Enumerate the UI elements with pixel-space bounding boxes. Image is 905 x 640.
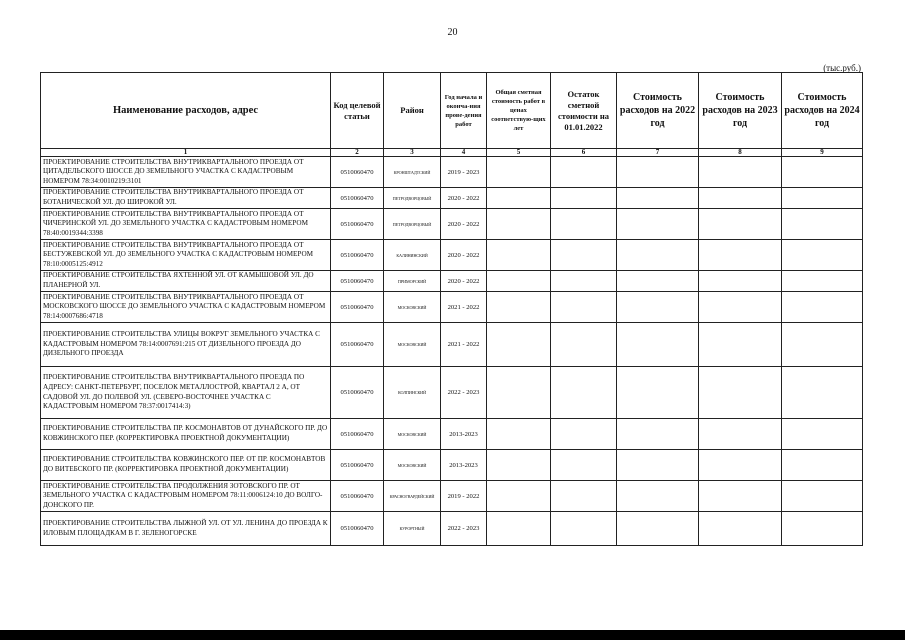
row-years: 2013-2023 (441, 419, 487, 450)
row-name: ПРОЕКТИРОВАНИЕ СТРОИТЕЛЬСТВА ПРОДОЛЖЕНИЯ ЗОТОВСКОГО ПР. ОТ ЗЕМЕЛЬНОГО УЧАСТКА С КАДАСТРОВЫМ НОМЕРОМ 78:11:0006124:10 ДО ВОЛГО-ДОНСКОГО ПР. (41, 481, 331, 512)
row-cost-2023 (699, 323, 782, 367)
row-years: 2021 - 2022 (441, 323, 487, 367)
column-number: 1 (41, 149, 331, 157)
row-cost-2024 (782, 271, 863, 292)
row-code: 0510060470 (331, 157, 384, 188)
row-cost-2024 (782, 367, 863, 419)
column-number: 6 (551, 149, 617, 157)
row-cost-2022 (617, 419, 699, 450)
column-number: 5 (487, 149, 551, 157)
row-name: ПРОЕКТИРОВАНИЕ СТРОИТЕЛЬСТВА КОВЖИНСКОГО ПЕР. ОТ ПР. КОСМОНАВТОВ ДО ВИТЕБСКОГО ПР. (КОРРЕКТИРОВКА ПРОЕКТНОЙ ДОКУМЕНТАЦИИ) (41, 450, 331, 481)
row-code: 0510060470 (331, 419, 384, 450)
row-total-cost (487, 367, 551, 419)
row-name: ПРОЕКТИРОВАНИЕ СТРОИТЕЛЬСТВА ВНУТРИКВАРТАЛЬНОГО ПРОЕЗДА ОТ МОСКОВСКОГО ШОССЕ ДО ЗЕМЕЛЬНОГО УЧАСТКА С КАДАСТРОВЫМ НОМЕРОМ 78:14:0007686:4718 (41, 292, 331, 323)
row-cost-2022 (617, 512, 699, 546)
row-remaining (551, 512, 617, 546)
row-total-cost (487, 157, 551, 188)
row-cost-2022 (617, 481, 699, 512)
column-number: 8 (699, 149, 782, 157)
table-row (41, 157, 863, 188)
row-name: ПРОЕКТИРОВАНИЕ СТРОИТЕЛЬСТВА ПР. КОСМОНАВТОВ ОТ ДУНАЙСКОГО ПР. ДО КОВЖИНСКОГО ПЕР. (КОРРЕКТИРОВКА ПРОЕКТНОЙ ДОКУМЕНТАЦИИ) (41, 419, 331, 450)
table-row (41, 419, 863, 450)
row-years: 2019 - 2022 (441, 481, 487, 512)
row-years: 2021 - 2022 (441, 292, 487, 323)
row-cost-2022 (617, 209, 699, 240)
row-code: 0510060470 (331, 292, 384, 323)
row-code: 0510060470 (331, 209, 384, 240)
row-name: ПРОЕКТИРОВАНИЕ СТРОИТЕЛЬСТВА ЯХТЕННОЙ УЛ. ОТ КАМЫШОВОЙ УЛ. ДО ПЛАНЕРНОЙ УЛ. (41, 271, 331, 292)
row-cost-2023 (699, 367, 782, 419)
scan-edge (0, 630, 905, 640)
row-total-cost (487, 481, 551, 512)
row-district: МОСКОВСКИЙ (384, 323, 441, 367)
row-name: ПРОЕКТИРОВАНИЕ СТРОИТЕЛЬСТВА УЛИЦЫ ВОКРУГ ЗЕМЕЛЬНОГО УЧАСТКА С КАДАСТРОВЫМ НОМЕРОМ 78:14:0007691:215 ОТ ДИЗЕЛЬНОГО ПРОЕЗДА ДО ДИЗЕЛЬНОГО ПРОЕЗДА (41, 323, 331, 367)
row-cost-2023 (699, 157, 782, 188)
row-district: МОСКОВСКИЙ (384, 450, 441, 481)
row-total-cost (487, 188, 551, 209)
row-remaining (551, 240, 617, 271)
row-cost-2024 (782, 450, 863, 481)
row-years: 2020 - 2022 (441, 209, 487, 240)
row-years: 2022 - 2023 (441, 512, 487, 546)
row-cost-2023 (699, 512, 782, 546)
row-code: 0510060470 (331, 512, 384, 546)
table-row (41, 481, 863, 512)
row-cost-2024 (782, 209, 863, 240)
row-total-cost (487, 419, 551, 450)
row-cost-2023 (699, 271, 782, 292)
row-total-cost (487, 209, 551, 240)
table-row (41, 209, 863, 240)
row-cost-2022 (617, 367, 699, 419)
table-row (41, 512, 863, 546)
row-code: 0510060470 (331, 188, 384, 209)
row-cost-2024 (782, 481, 863, 512)
header-row (41, 73, 863, 149)
table-row (41, 450, 863, 481)
row-cost-2023 (699, 481, 782, 512)
column-number: 7 (617, 149, 699, 157)
row-district: ПРИМОРСКИЙ (384, 271, 441, 292)
expenses-table (40, 72, 863, 546)
header-code: Код целевой статьи (331, 73, 384, 149)
row-district: КУРОРТНЫЙ (384, 512, 441, 546)
row-cost-2023 (699, 292, 782, 323)
row-years: 2020 - 2022 (441, 240, 487, 271)
row-cost-2024 (782, 323, 863, 367)
row-cost-2024 (782, 240, 863, 271)
column-number: 2 (331, 149, 384, 157)
row-name: ПРОЕКТИРОВАНИЕ СТРОИТЕЛЬСТВА ВНУТРИКВАРТАЛЬНОГО ПРОЕЗДА ОТ БОТАНИЧЕСКОЙ УЛ. ДО ШИРОКОЙ УЛ. (41, 188, 331, 209)
row-remaining (551, 323, 617, 367)
row-name: ПРОЕКТИРОВАНИЕ СТРОИТЕЛЬСТВА ВНУТРИКВАРТАЛЬНОГО ПРОЕЗДА ОТ ЦИТАДЕЛЬСКОГО ШОССЕ ДО ЗЕМЕЛЬНОГО УЧАСТКА С КАДАСТРОВЫМ НОМЕРОМ 78:34:0010219:3101 (41, 157, 331, 188)
row-cost-2023 (699, 209, 782, 240)
table-row (41, 292, 863, 323)
row-cost-2022 (617, 450, 699, 481)
row-district: МОСКОВСКИЙ (384, 292, 441, 323)
table-body (41, 157, 863, 546)
row-total-cost (487, 240, 551, 271)
row-cost-2022 (617, 157, 699, 188)
row-district: КАЛИНИНСКИЙ (384, 240, 441, 271)
row-name: ПРОЕКТИРОВАНИЕ СТРОИТЕЛЬСТВА ВНУТРИКВАРТАЛЬНОГО ПРОЕЗДА ПО АДРЕСУ: САНКТ-ПЕТЕРБУРГ, ПОСЕЛОК МЕТАЛЛОСТРОЙ, КВАРТАЛ 2 А, ОТ САДОВОЙ УЛ. ДО ПОЛЕВОЙ УЛ. (СЕВЕРО-ВОСТОЧНЕЕ УЧАСТКА С КАДАСТРОВЫМ НОМЕРОМ 78:37:0017414:3) (41, 367, 331, 419)
row-remaining (551, 292, 617, 323)
page-number: 20 (447, 27, 458, 38)
row-years: 2020 - 2022 (441, 188, 487, 209)
row-name: ПРОЕКТИРОВАНИЕ СТРОИТЕЛЬСТВА ЛЫЖНОЙ УЛ. ОТ УЛ. ЛЕНИНА ДО ПРОЕЗДА К ИЛОВЫМ ПЛОЩАДКАМ В Г. ЗЕЛЕНОГОРСКЕ (41, 512, 331, 546)
header-cost-2024: Стоимость расходов на 2024 год (782, 73, 863, 149)
row-code: 0510060470 (331, 481, 384, 512)
row-name: ПРОЕКТИРОВАНИЕ СТРОИТЕЛЬСТВА ВНУТРИКВАРТАЛЬНОГО ПРОЕЗДА ОТ БЕСТУЖЕВСКОЙ УЛ. ДО ЗЕМЕЛЬНОГО УЧАСТКА С КАДАСТРОВЫМ НОМЕРОМ 78:10:0005125:4912 (41, 240, 331, 271)
row-cost-2022 (617, 323, 699, 367)
row-cost-2024 (782, 292, 863, 323)
row-name: ПРОЕКТИРОВАНИЕ СТРОИТЕЛЬСТВА ВНУТРИКВАРТАЛЬНОГО ПРОЕЗДА ОТ ЧИЧЕРИНСКОЙ УЛ. ДО ЗЕМЕЛЬНОГО УЧАСТКА С КАДАСТРОВЫМ НОМЕРОМ 78:40:0019344:3398 (41, 209, 331, 240)
header-years: Год начала и оконча-ния прове-дения работ (441, 73, 487, 149)
row-total-cost (487, 323, 551, 367)
row-cost-2022 (617, 240, 699, 271)
row-district: ПЕТРОДВОРЦОВЫЙ (384, 188, 441, 209)
column-number: 9 (782, 149, 863, 157)
column-number-row (41, 149, 863, 157)
row-cost-2024 (782, 419, 863, 450)
row-cost-2022 (617, 292, 699, 323)
table-row (41, 188, 863, 209)
row-cost-2023 (699, 419, 782, 450)
header-district: Район (384, 73, 441, 149)
row-total-cost (487, 292, 551, 323)
row-code: 0510060470 (331, 271, 384, 292)
row-total-cost (487, 271, 551, 292)
row-district: КОЛПИНСКИЙ (384, 367, 441, 419)
units-label: (тыс.руб.) (823, 63, 861, 73)
row-cost-2023 (699, 450, 782, 481)
column-number: 4 (441, 149, 487, 157)
row-remaining (551, 188, 617, 209)
row-total-cost (487, 450, 551, 481)
row-code: 0510060470 (331, 323, 384, 367)
row-remaining (551, 209, 617, 240)
row-district: КРАСНОГВАРДЕЙСКИЙ (384, 481, 441, 512)
row-cost-2023 (699, 188, 782, 209)
row-code: 0510060470 (331, 240, 384, 271)
row-remaining (551, 450, 617, 481)
row-remaining (551, 419, 617, 450)
row-years: 2022 - 2023 (441, 367, 487, 419)
header-total-cost: Общая сметная стоимость работ в ценах соответствую-щих лет (487, 73, 551, 149)
row-district: ПЕТРОДВОРЦОВЫЙ (384, 209, 441, 240)
row-cost-2024 (782, 188, 863, 209)
row-remaining (551, 271, 617, 292)
table-row (41, 240, 863, 271)
table-row (41, 323, 863, 367)
header-name: Наименование расходов, адрес (41, 73, 331, 149)
row-remaining (551, 157, 617, 188)
row-cost-2022 (617, 271, 699, 292)
row-district: МОСКОВСКИЙ (384, 419, 441, 450)
row-total-cost (487, 512, 551, 546)
header-remaining: Остаток сметной стоимости на 01.01.2022 (551, 73, 617, 149)
header-cost-2023: Стоимость расходов на 2023 год (699, 73, 782, 149)
row-code: 0510060470 (331, 450, 384, 481)
row-years: 2020 - 2022 (441, 271, 487, 292)
row-cost-2024 (782, 157, 863, 188)
row-cost-2022 (617, 188, 699, 209)
header-cost-2022: Стоимость расходов на 2022 год (617, 73, 699, 149)
column-number: 3 (384, 149, 441, 157)
row-cost-2024 (782, 512, 863, 546)
table-row (41, 367, 863, 419)
row-remaining (551, 481, 617, 512)
row-years: 2019 - 2023 (441, 157, 487, 188)
row-code: 0510060470 (331, 367, 384, 419)
row-district: КРОНШТАДТСКИЙ (384, 157, 441, 188)
row-years: 2013-2023 (441, 450, 487, 481)
row-remaining (551, 367, 617, 419)
row-cost-2023 (699, 240, 782, 271)
table-row (41, 271, 863, 292)
